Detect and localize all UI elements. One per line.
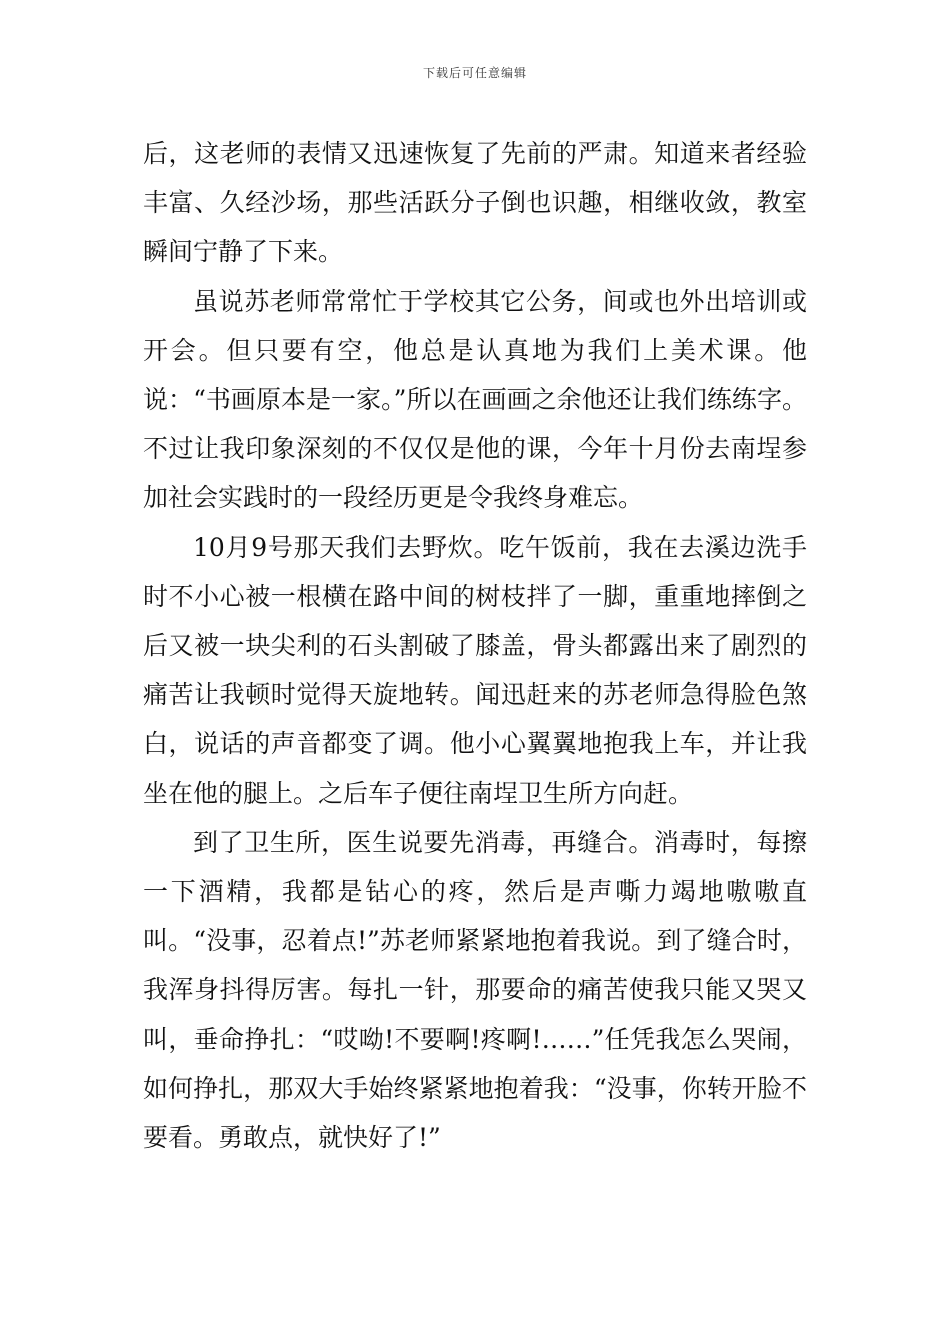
document-body: [143, 129, 807, 1162]
paragraph-4: 到了卫生所，医生说要先消毒，再缝合。消毒时，每擦一下酒精，我都是钻心的疼，然后是声嘶力竭地嗷嗷直叫。“没事，忍着点!”苏老师紧紧地抱着我说。到了缝合时，我浑身抖得厉害。每扎一针，那要命的痛苦使我只能又哭又叫，垂命挣扎：“哎呦!不要啊!疼啊!……”任凭我怎么哭闹，如何挣扎，那双大手始终紧紧地抱着我：“没事，你转开脸不要看。勇敢点，就快好了!”: [143, 827, 807, 1153]
paragraph-2: 虽说苏老师常常忙于学校其它公务，间或也外出培训或开会。但只要有空，他总是认真地为我们上美术课。他说：“书画原本是一家。”所以在画画之余他还让我们练练字。不过让我印象深刻的不仅仅是他的课，今年十月份去南埕参加社会实践时的一段经历更是令我终身难忘。: [143, 286, 807, 513]
page-header: 下载后可任意编辑: [422, 66, 527, 80]
paragraph-3: 10月9号那天我们去野炊。吃午饭前，我在去溪边洗手时不小心被一根横在路中间的树枝拌了一脚，重重地摔倒之后又被一块尖利的石头割破了膝盖，骨头都露出来了剧烈的痛苦让我顿时觉得天旋地转。闻迅赶来的苏老师急得脸色煞白，说话的声音都变了调。他小心翼翼地抱我上车，并让我坐在他的腿上。之后车子便往南埕卫生所方向赶。: [143, 532, 807, 808]
paragraph-1: 后，这老师的表情又迅速恢复了先前的严肃。知道来者经验丰富、久经沙场，那些活跃分子倒也识趣，相继收敛，教室瞬间宁静了下来。: [143, 139, 807, 267]
